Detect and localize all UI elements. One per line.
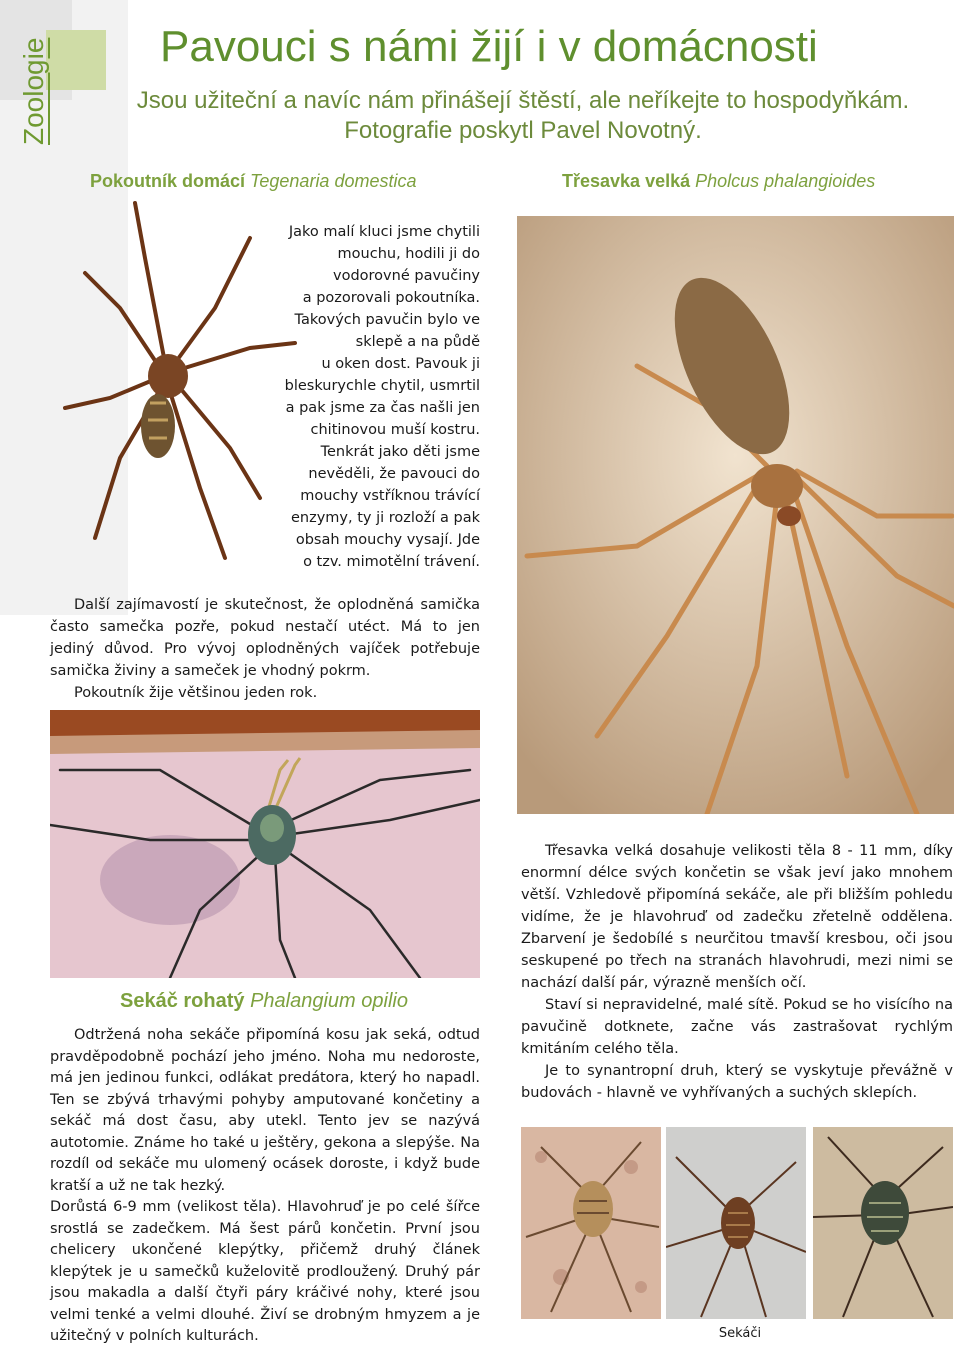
pokoutnik-intro <box>250 221 480 573</box>
pokoutnik-paragraph-2: Další zajímavostí je skutečnost, že oplodněná samička často samečka pozře, pokud nestačí utéct. Má to jen jediný důvod. Pro vývoj oplodněných vajíček potřebuje samička živiny a sameček je vhodný pokrm. <box>50 597 480 679</box>
sekac-photo-small-1 <box>521 1127 661 1319</box>
tresavka-body <box>521 840 953 1104</box>
intro-line: Tenkrát jako děti jsme <box>320 444 480 460</box>
intro-line: Jako malí kluci jsme chytili <box>288 224 480 240</box>
intro-line: a pak jsme za čas našli jen <box>285 400 480 416</box>
sekac-photo-small-2 <box>666 1127 806 1319</box>
intro-line: a pozorovali pokoutníka. <box>302 290 480 306</box>
page-title: Pavouci s námi žijí i v domácnosti <box>160 22 818 71</box>
subtitle-line-1: Jsou užiteční a navíc nám přinášejí štěstí, ale neříkejte to hospodyňkám. <box>136 87 910 114</box>
sekac-heading <box>120 990 480 1012</box>
pokoutnik-name: Pokoutník domácí <box>90 171 246 191</box>
page-subtitle <box>118 86 928 146</box>
intro-line: o tzv. mimotělní trávení. <box>303 554 480 570</box>
pokoutnik-paragraph-3: Pokoutník žije většinou jeden rok. <box>74 685 318 701</box>
tresavka-paragraph-3: Je to synantropní druh, který se vyskytuje převážně v budovách - hlavně ve vyhřívaných a suchých sklepích. <box>521 1063 953 1101</box>
tresavka-latin: Pholcus phalangioides <box>695 171 876 191</box>
photo-caption-sekaci: Sekáči <box>718 1326 762 1341</box>
sekac-body <box>50 1025 480 1348</box>
intro-line: u oken dost. Pavouk ji <box>321 356 480 372</box>
sekac-photo <box>50 710 480 978</box>
pokoutnik-body <box>50 594 480 704</box>
intro-line: Takových pavučin bylo ve <box>294 312 480 328</box>
tresavka-heading <box>562 170 922 192</box>
sekac-small-illustration-1 <box>521 1127 661 1319</box>
sekac-name: Sekáč rohatý <box>120 990 245 1012</box>
tresavka-paragraph-1: Třesavka velká dosahuje velikosti těla 8 - 11 mm, díky enormní délce svých končetin se však jeví jako mnohem větší. Vzhledově připomíná sekáče, ale při bližším pohledu vidíme, že je hlavohruď od zadečku zřetelně oddělena. Zbarvení je šedobílé s neurčitou tmavší kresbou, oči jsou seskupené po třech na stranách hlavohrudi, mezi nimi se nachází další pár, výrazně menších očí. <box>521 843 953 991</box>
tresavka-name: Třesavka velká <box>562 171 691 191</box>
intro-line: obsah mouchy vysají. Jde <box>295 532 480 548</box>
sekac-illustration <box>50 710 480 978</box>
intro-line: bleskurychle chytil, usmrtil <box>284 378 480 394</box>
pokoutnik-latin: Tegenaria domestica <box>250 171 417 191</box>
intro-line: mouchu, hodili ji do <box>337 246 480 262</box>
intro-line: enzymy, ty ji rozloží a pak <box>290 510 480 526</box>
sekac-latin: Phalangium opilio <box>250 990 408 1012</box>
subtitle-line-2: Fotografie poskytl Pavel Novotný. <box>344 117 702 144</box>
pokoutnik-heading <box>90 170 470 192</box>
sekac-small-illustration-3 <box>813 1127 953 1319</box>
tresavka-paragraph-2: Staví si nepravidelné, malé sítě. Pokud se ho visícího na pavučině dotknete, začne vás zastrašovat rychlým kmitáním celého těla. <box>521 997 953 1057</box>
sekac-paragraph-2: Dorůstá 6-9 mm (velikost těla). Hlavohruď je po celé šířce srostlá se zadečkem. Má šest párů končetin. První jsou chelicery ukončené klepýtky, přičemž druhý článek klepýtek je u samečků kuželovitě prodloužený. Druhý pár jsou makadla a další čtyři páry kráčivé nohy, které jsou velmi tenké a velmi dlouhé. Živí se drobným hmyzem a je užitečný v polních kulturách. <box>50 1199 480 1344</box>
tresavka-photo <box>517 216 954 814</box>
intro-line: chitinovou muší kostru. <box>310 422 480 438</box>
sekac-small-illustration-2 <box>666 1127 806 1319</box>
intro-line: nevěděli, že pavouci do <box>308 466 480 482</box>
sekac-photo-small-3 <box>813 1127 953 1319</box>
intro-line: sklepě a na půdě <box>355 334 480 350</box>
sekac-paragraph-1: Odtržená noha sekáče připomíná kosu jak seká, odtud pravděpodobně pochází jeho jméno. Noha mu nedoroste, má jen jedinou funkci, odlákat predátora, který ho napadl. Ten se zbývá trhavými pohyby amputované končetiny a sekáč má dost času, aby utekl. Tento jev se nazývá autotomie. Známe ho také u ještěry, gekona a slepýše. Na rozdíl od sekáče mu ulomený ocásek doroste, i když bude kratší a už ne tak hezký. <box>50 1027 480 1194</box>
section-label: Zoologie <box>18 37 49 145</box>
intro-line: vodorovné pavučiny <box>333 268 480 284</box>
intro-line: mouchy vstříknou trávící <box>300 488 480 504</box>
tresavka-spider-illustration <box>517 216 954 814</box>
